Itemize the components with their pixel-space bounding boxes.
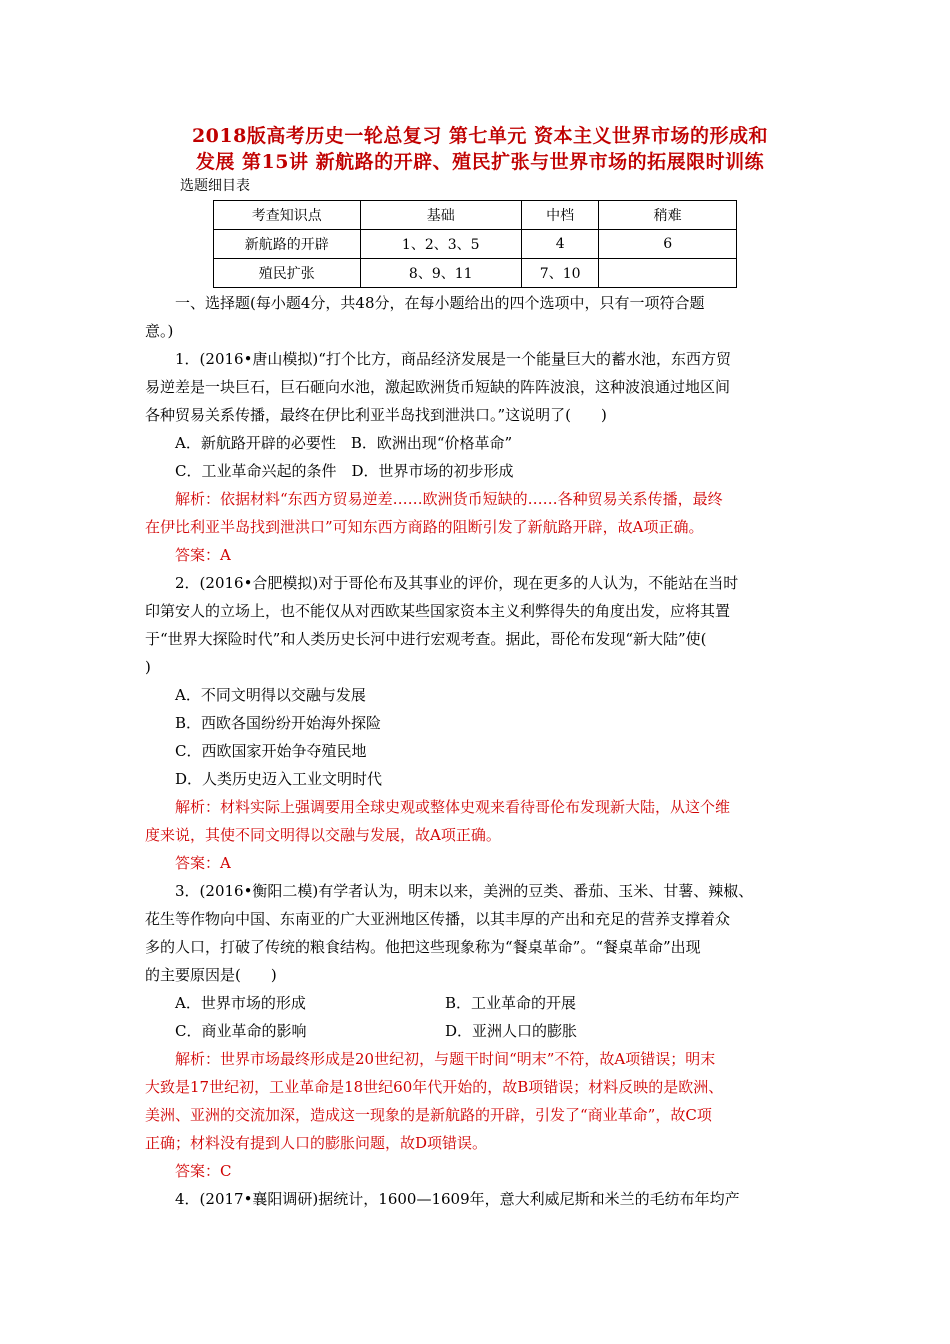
q3-option: A．世界市场的形成 [175,994,306,1012]
q3-options-row [145,1017,809,1045]
topic-table [213,200,737,288]
q3-option: B．工业革命的开展 [445,994,577,1012]
q3-option: D．亚洲人口的膨胀 [445,1022,578,1040]
table-cell: 7、10 [521,259,598,288]
q1-options: A．新航路开辟的必要性 B．欧洲出现“价格革命” [175,434,513,452]
q2-answer: 答案：A [175,854,231,872]
table-cell: 新航路的开辟 [214,230,361,259]
table-header-row [214,201,737,230]
header-cell: 中档 [521,201,598,230]
section-heading-cont: 意。) [145,322,174,340]
title-line-1: 2018版高考历史一轮总复习 第七单元 资本主义世界市场的形成和 [191,125,769,147]
q3-analysis: 美洲、亚洲的交流加深，造成这一现象的是新航路的开辟，引发了“商业革命”，故C项 [145,1106,712,1124]
table-caption: 选题细目表 [180,178,250,194]
table-cell [599,259,737,288]
q2-stem-line: 2．(2016•合肥模拟)对于哥伦布及其事业的评价，现在更多的人认为，不能站在当时 [175,574,739,592]
header-cell: 基础 [360,201,521,230]
q2-stem-line: 印第安人的立场上，也不能仅从对西欧某些国家资本主义利弊得失的角度出发，应将其置 [145,602,731,620]
table-cell: 4 [521,230,598,259]
q3-stem-line: 3．(2016•衡阳二模)有学者认为，明末以来，美洲的豆类、番茄、玉米、甘薯、辣椒、 [175,882,754,900]
title-line-2: 发展 第15讲 新航路的开辟、殖民扩张与世界市场的拓展限时训练 [195,151,765,173]
q4-stem-line: 4．(2017•襄阳调研)据统计，1600—1609年，意大利威尼斯和米兰的毛纺布年均产 [175,1190,740,1208]
q1-options: C．工业革命兴起的条件 D．世界市场的初步形成 [175,462,514,480]
table-row [214,259,737,288]
q3-analysis: 大致是17世纪初，工业革命是18世纪60年代开始的，故B项错误；材料反映的是欧洲、 [145,1078,724,1096]
header-cell: 稍难 [599,201,737,230]
q3-analysis: 正确；材料没有提到人口的膨胀问题，故D项错误。 [145,1134,488,1152]
table-cell: 8、9、11 [360,259,521,288]
q2-stem-line: ) [145,658,151,676]
table-cell: 6 [599,230,737,259]
q2-option: D．人类历史迈入工业文明时代 [175,770,383,788]
q3-stem-line: 花生等作物向中国、东南亚的广大亚洲地区传播，以其丰厚的产出和充足的营养支撑着众 [145,910,731,928]
q2-stem-line: 于“世界大探险时代”和人类历史长河中进行宏观考查。据此，哥伦布发现“新大陆”使( [145,630,707,648]
header-cell: 考查知识点 [214,201,361,230]
q1-answer: 答案：A [175,546,231,564]
q3-answer: 答案：C [175,1162,232,1180]
table-cell: 1、2、3、5 [360,230,521,259]
q3-analysis: 解析：世界市场最终形成是20世纪初，与题干时间“明末”不符，故A项错误；明末 [175,1050,716,1068]
q1-stem-line: 1．(2016•唐山模拟)“打个比方，商品经济发展是一个能量巨大的蓄水池，东西方贸 [175,350,731,368]
document-title [120,123,840,175]
q1-analysis: 解析：依据材料“东西方贸易逆差……欧洲货币短缺的……各种贸易关系传播，最终 [175,490,723,508]
document-body [145,289,809,1213]
q1-stem-line: 各种贸易关系传播，最终在伊比利亚半岛找到泄洪口。”这说明了( ) [145,406,607,424]
q2-option: A．不同文明得以交融与发展 [175,686,366,704]
q1-stem-line: 易逆差是一块巨石，巨石砸向水池，激起欧洲货币短缺的阵阵波浪，这种波浪通过地区间 [145,378,731,396]
section-heading: 一、选择题(每小题4分，共48分，在每小题给出的四个选项中，只有一项符合题 [175,294,705,312]
q2-option: B．西欧各国纷纷开始海外探险 [175,714,382,732]
q2-option: C．西欧国家开始争夺殖民地 [175,742,367,760]
q2-analysis: 度来说，其使不同文明得以交融与发展，故A项正确。 [145,826,501,844]
q2-analysis: 解析：材料实际上强调要用全球史观或整体史观来看待哥伦布发现新大陆，从这个维 [175,798,731,816]
q3-options-row [145,989,809,1017]
q3-stem-line: 的主要原因是( ) [145,966,277,984]
table-cell: 殖民扩张 [214,259,361,288]
q3-option: C．商业革命的影响 [175,1022,307,1040]
q3-stem-line: 多的人口，打破了传统的粮食结构。他把这些现象称为“餐桌革命”。“餐桌革命”出现 [145,938,701,956]
table-row [214,230,737,259]
q1-analysis: 在伊比利亚半岛找到泄洪口”可知东西方商路的阻断引发了新航路开辟，故A项正确。 [145,518,704,536]
